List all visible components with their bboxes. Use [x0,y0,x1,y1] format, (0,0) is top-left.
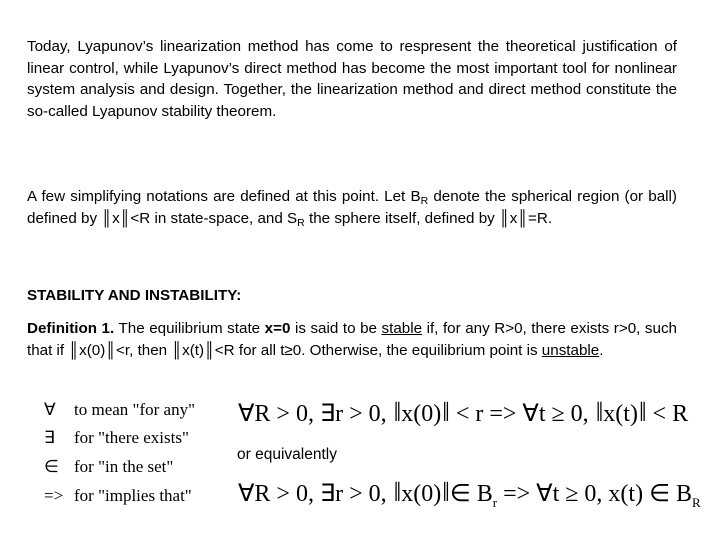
notation-text-2: denote the spherical region (or ball) defined by ║x║<R in state-space, and S [27,188,677,227]
or-equivalently-label: or equivalently [237,446,337,463]
notation-text-3: the sphere itself, defined by ║x║=R. [304,209,553,227]
formula-part: < R [646,401,689,427]
definition-text-1: The equilibrium state [114,320,265,337]
equivalent-formula [238,477,701,511]
intro-paragraph: Today, Lyapunov’s linearization method has come to respresent the theoretical justification of linear control, while Lyapunov’s direct method has become the most important tool for nonlinear system analysis and design. Together, the linearization method and direct method constitute the so-called Lyapunov stability theorem. [27,38,677,120]
for-all-icon: ∀ [44,400,56,419]
subscript-r: R [297,216,305,229]
equilibrium-state: x=0 [264,320,291,337]
formula-part: ∈ B [449,481,493,507]
formula-part: ∀R > 0, ∃r > 0, [238,481,393,507]
norm-bar: ‖ [595,397,601,427]
formula-part: x(t) [603,401,638,427]
legend-text: for "in the set" [74,457,174,476]
element-of-icon: ∈ [44,457,59,476]
definition-text-2: is said to be [290,320,382,337]
formula-part: x(0) [401,481,442,507]
notation-paragraph [27,186,677,229]
formula-part: ∀R > 0, ∃r > 0, [238,401,393,427]
definition-label: Definition 1. [27,320,115,337]
legend-text: for "there exists" [74,428,189,447]
stable-term: stable [381,320,423,337]
stability-formula [238,397,688,428]
norm-bar: ‖ [442,397,447,427]
implies-icon: => [44,486,64,505]
definition-text-4: . [599,341,604,359]
subscript-r: R [420,195,429,207]
section-heading: STABILITY AND INSTABILITY: [27,287,242,304]
formula-part: => ∀t ≥ 0, x(t) ∈ B [497,481,692,507]
norm-bar: ‖ [638,397,644,427]
norm-bar: ‖ [393,477,399,507]
norm-bar: ‖ [442,477,447,507]
unstable-term: unstable [541,341,600,359]
exists-icon: ∃ [44,428,55,447]
definition-paragraph [27,318,677,361]
definition-text-3: if, for any R>0, there exists r>0, such that if ║x(0)║<r, then ║x(t)║<R for all t≥0. Otherwise, the equilibrium point is [27,320,677,359]
formula-subscript: R [692,495,701,510]
formula-part: < r => ∀t ≥ 0, [449,401,595,427]
legend-text: to mean "for any" [74,400,196,419]
norm-bar: ‖ [393,397,399,427]
formula-part: x(0) [401,401,442,427]
legend-text: for "implies that" [74,486,192,505]
notation-text-1: A few simplifying notations are defined at this point. Let B [27,188,421,205]
formula-subscript: r [492,495,498,510]
